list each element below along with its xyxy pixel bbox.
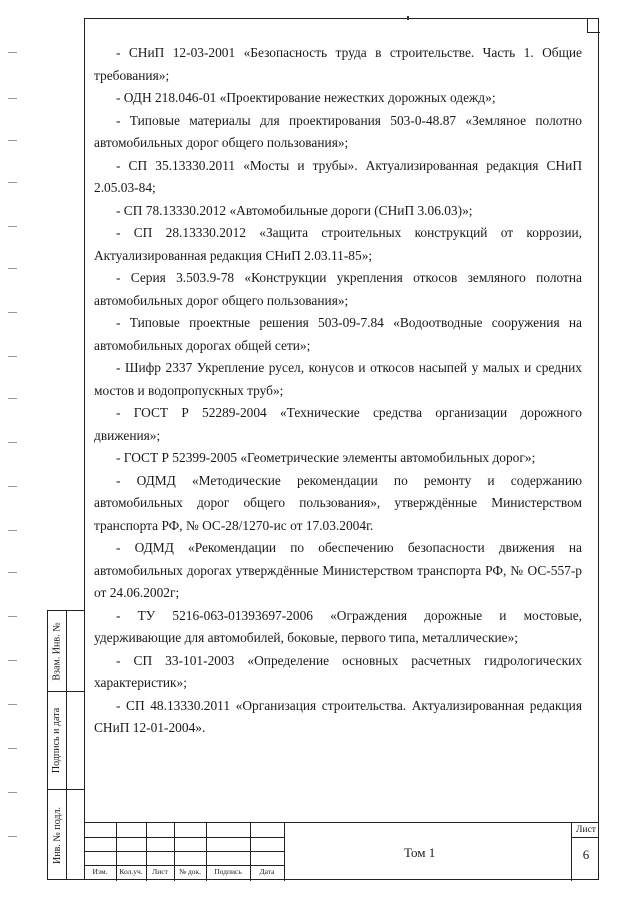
reference-item: - СНиП 12-03-2001 «Безопасность труда в строительстве. Часть 1. Общие требования»; [94,45,582,83]
reference-item: - СП 78.13330.2012 «Автомобильные дороги (СНиП 3.06.03)»; [116,202,473,218]
top-tick [407,16,409,20]
reference-item: - СП 35.13330.2011 «Мосты и трубы». Актуализированная редакция СНиП 2.05.03-84; [94,157,582,195]
header-kol-uch: Кол.уч. [119,867,143,876]
side-stamp [47,610,85,880]
reference-item: - ОДМД «Методические рекомендации по ремонту и содержанию автомобильных дорог общего пользования», утверждённые Министерством транспорта РФ, № ОС-28/1270-ис от 17.03.2004г. [94,472,582,533]
stamp-inv-original: Инв. № подл. [51,806,63,864]
sheet-label: Лист [576,825,596,835]
corner-mark [587,18,600,33]
sheet-number: 6 [582,847,590,862]
reference-item: - ГОСТ Р 52289-2004 «Технические средства организации дорожного движения»; [94,405,582,443]
reference-item: - ОДН 218.046-01 «Проектирование нежестких дорожных одежд»; [116,90,496,105]
reference-item: - Типовые проектные решения 503-09-7.84 «Водоотводные сооружения на автомобильных дорогах общей сети»; [94,315,582,353]
revision-grid [84,823,284,881]
header-date: Дата [259,867,275,876]
reference-item: - СП 33-101-2003 «Определение основных расчетных гидрологических характеристик»; [94,652,582,690]
reference-item: - ТУ 5216-063-01393697-2006 «Ограждения дорожные и мостовые, удерживающие для автомобилей, боковые, первого типа, металлические»; [94,607,582,645]
reference-item: - ОДМД «Рекомендации по обеспечению безопасности движения на автомобильных дорогах утверждённые Министерством транспорта РФ, № ОС-557-р от 24.06.2002г; [94,540,582,600]
reference-item: - Серия 3.503.9-78 «Конструкции укрепления откосов земляного полотна автомобильных дорог общего пользования»; [94,270,582,308]
reference-item: - СП 48.13330.2011 «Организация строительства. Актуализированная редакция СНиП 12-01-2004». [94,697,582,735]
stamp-inv-replace: Взам. Инв. № [51,621,63,681]
header-doc-num: № док. [178,867,202,876]
stamp-sign-date: Подпись и дата [51,707,63,773]
reference-item: - Типовые материалы для проектирования 503-0-48.87 «Земляное полотно автомобильных дорог общего пользования»; [94,112,582,150]
document-body [94,42,582,740]
reference-item: - СП 28.13330.2012 «Защита строительных конструкций от коррозии, Актуализированная редакция СНиП 2.03.11-85»; [94,225,582,263]
volume-title: Том 1 [404,845,436,860]
header-signature: Подпись [214,867,242,876]
header-list: Лист [152,867,168,876]
reference-item: - ГОСТ Р 52399-2005 «Геометрические элементы автомобильных дорог»; [116,450,536,465]
reference-item: - Шифр 2337 Укрепление русел, конусов и откосов насыпей у малых и средних мостов и водопропускных труб»; [94,360,582,398]
header-izm: Изм. [92,867,108,876]
sheet-box [571,823,599,881]
title-block [84,822,599,880]
